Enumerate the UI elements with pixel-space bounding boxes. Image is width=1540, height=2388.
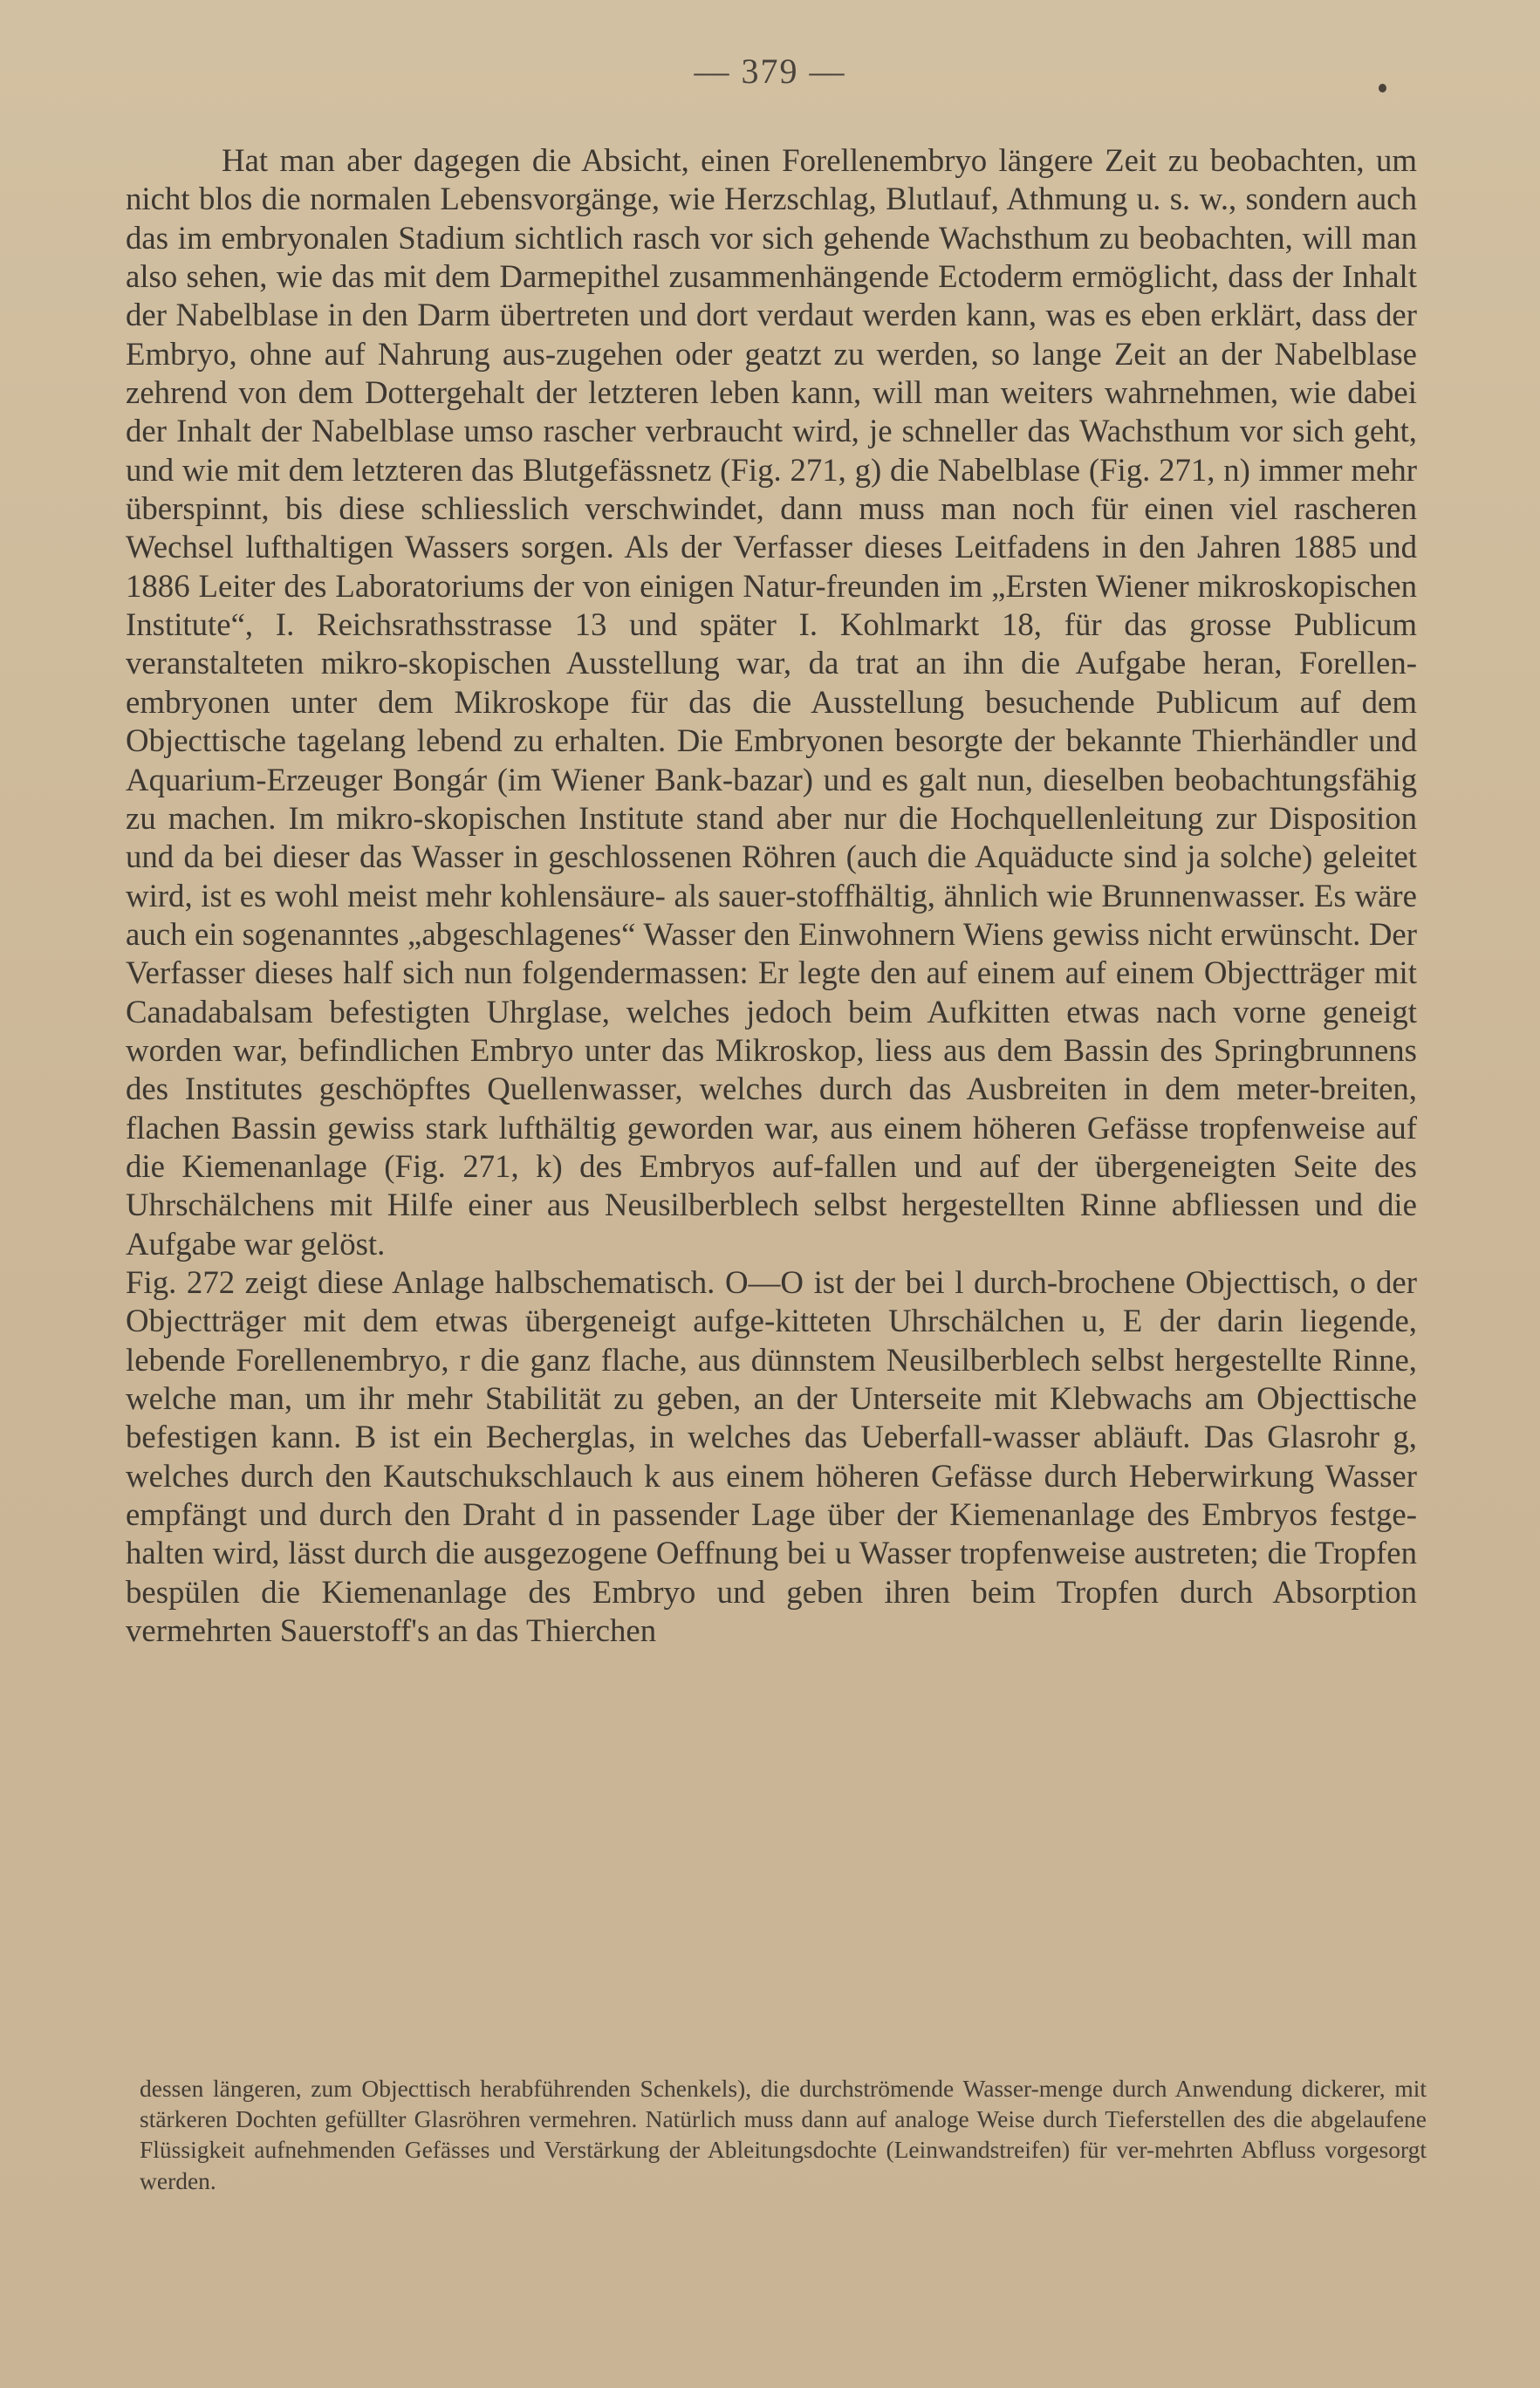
- paragraph-1: Hat man aber dagegen die Absicht, einen Forellenembryo längere Zeit zu beobachten, um nicht blos die normalen Lebensvorgänge, wie Herzschlag, Blutlauf, Athmung u. s. w., sondern auch das im embryonalen Stadium sichtlich rasch vor sich gehende Wachsthum zu beobachten, will man also sehen, wie das mit dem Darmepithel zusammenhängende Ectoderm ermöglicht, dass der Inhalt der Nabelblase in den Darm übertreten und dort verdaut werden kann, was es eben erklärt, dass der Embryo, ohne auf Nahrung aus-zugehen oder geatzt zu werden, so lange Zeit an der Nabelblase zehrend von dem Dottergehalt der letzteren leben kann, will man weiters wahrnehmen, wie dabei der Inhalt der Nabelblase umso rascher verbraucht wird, je schneller das Wachsthum vor sich geht, und wie mit dem letzteren das Blutgefässnetz (Fig. 271, g) die Nabelblase (Fig. 271, n) immer mehr überspinnt, bis diese schliesslich verschwindet, dann muss man noch für einen viel rascheren Wechsel lufthaltigen Wassers sorgen. Als der Verfasser dieses Leitfadens in den Jahren 1885 und 1886 Leiter des Laboratoriums der von einigen Natur-freunden im „Ersten Wiener mikroskopischen Institute“, I. Reichsrathsstrasse 13 und später I. Kohlmarkt 18, für das grosse Publicum veranstalteten mikro-skopischen Ausstellung war, da trat an ihn die Aufgabe heran, Forellen-embryonen unter dem Mikroskope für das die Ausstellung besuchende Publicum auf dem Objecttische tagelang lebend zu erhalten. Die Embryonen besorgte der bekannte Thierhändler und Aquarium-Erzeuger Bongár (im Wiener Bank-bazar) und es galt nun, dieselben beobachtungsfähig zu machen. Im mikro-skopischen Institute stand aber nur die Hochquellenleitung zur Disposition und da bei dieser das Wasser in geschlossenen Röhren (auch die Aquäducte sind ja solche) geleitet wird, ist es wohl meist mehr kohlensäure- als sauer-stoffhältig, ähnlich wie Brunnenwasser. Es wäre auch ein sogenanntes „abgeschlagenes“ Wasser den Einwohnern Wiens gewiss nicht erwünscht. Der Verfasser dieses half sich nun folgendermassen: Er legte den auf einem auf einem Objectträger mit Canadabalsam befestigten Uhrglase, welches jedoch beim Aufkitten etwas nach vorne geneigt worden war, befindlichen Embryo unter das Mikroskop, liess aus dem Bassin des Springbrunnens des Institutes geschöpftes Quellenwasser, welches durch das Ausbreiten in dem meter-breiten, flachen Bassin gewiss stark lufthältig geworden war, aus einem höheren Gefässe tropfenweise auf die Kiemenanlage (Fig. 271, k) des Embryos auf-fallen und auf der übergeneigten Seite des Uhrschälchens mit Hilfe einer aus Neusilberblech selbst hergestellten Rinne abfliessen und die Aufgabe war gelöst.: [126, 142, 1417, 1262]
- footnote-text: dessen längeren, zum Objecttisch herabführenden Schenkels), die durchströmende Wasser-menge durch Anwendung dickerer, mit stärkeren Dochten gefüllter Glasröhren vermehren. Natürlich muss dann auf analoge Weise durch Tieferstellen des die abgelaufene Flüssigkeit aufnehmenden Gefässes und Verstärkung der Ableitungsdochte (Leinwandstreifen) für ver-mehrten Abfluss vorgesorgt werden.: [140, 2075, 1427, 2194]
- footnote: [140, 2073, 1427, 2196]
- main-text: [126, 141, 1417, 1650]
- page-number: — 379 —: [694, 51, 846, 91]
- ink-spot: [1379, 84, 1386, 92]
- paragraph-2: Fig. 272 zeigt diese Anlage halbschematisch. O—O ist der bei l durch-brochene Objecttisch, o der Objectträger mit dem etwas übergeneigt aufge-kitteten Uhrschälchen u, E der darin liegende, lebende Forellenembryo, r die ganz flache, aus dünnstem Neusilberblech selbst hergestellte Rinne, welche man, um ihr mehr Stabilität zu geben, an der Unterseite mit Klebwachs am Objecttische befestigen kann. B ist ein Becherglas, in welches das Ueberfall-wasser abläuft. Das Glasrohr g, welches durch den Kautschukschlauch k aus einem höheren Gefässe durch Heberwirkung Wasser empfängt und durch den Draht d in passender Lage über der Kiemenanlage des Embryos festge-halten wird, lässt durch die ausgezogene Oeffnung bei u Wasser tropfenweise austreten; die Tropfen bespülen die Kiemenanlage des Embryo und geben ihren beim Tropfen durch Absorption vermehrten Sauerstoff's an das Thierchen: [126, 1263, 1417, 1649]
